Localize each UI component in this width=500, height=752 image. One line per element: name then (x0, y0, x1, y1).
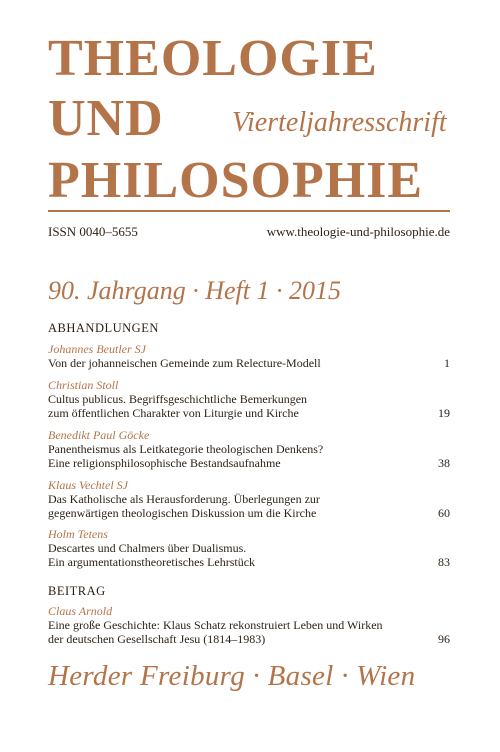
entry-title-line: Ein argumentationstheoretisches Lehrstück (48, 555, 256, 569)
entry-title-line: Eine religionsphilosophische Bestandsaufnahme (48, 456, 281, 470)
entry-author: Johannes Beutler SJ (48, 342, 146, 356)
entry-author: Klaus Vechtel SJ (48, 478, 128, 492)
journal-subtitle: Vierteljahresschrift (232, 107, 447, 138)
entry-page: 38 (438, 456, 450, 470)
title-line-3: PHILOSOPHIE (48, 152, 424, 209)
entry-title-line: Descartes und Chalmers über Dualismus. (48, 541, 247, 555)
entry-page: 96 (438, 632, 450, 646)
entry-title-line: Cultus publicus. Begriffsgeschichtliche Bemerkungen (48, 392, 308, 406)
entry-title-line: Panentheismus als Leitkategorie theologischen Denkens? (48, 442, 324, 456)
entry-page: 60 (438, 506, 450, 520)
entry-author: Benedikt Paul Göcke (48, 428, 150, 442)
entry-title-line: zum öffentlichen Charakter von Liturgie und Kirche (48, 406, 299, 420)
entry-author: Holm Tetens (48, 527, 108, 541)
title-line-2: UND (48, 90, 164, 147)
entry-title-line: Das Katholische als Herausforderung. Überlegungen zur (48, 492, 320, 506)
toc-entry (48, 527, 450, 569)
issue-info: 90. Jahrgang · Heft 1 · 2015 (48, 276, 341, 305)
entry-page: 1 (444, 356, 450, 370)
top-rule (48, 210, 450, 212)
toc-entry (48, 378, 450, 420)
toc-entry (48, 478, 450, 520)
entry-title-line: der deutschen Gesellschaft Jesu (1814–1983) (48, 632, 266, 646)
issn: ISSN 0040–5655 (48, 224, 138, 239)
toc-entry (48, 342, 450, 370)
entry-page: 19 (438, 406, 450, 420)
entry-title-line: gegenwärtigen theologischen Diskussion um die Kirche (48, 506, 317, 520)
section-heading: ABHANDLUNGEN (48, 321, 159, 335)
publisher-imprint: Herder Freiburg · Basel · Wien (48, 660, 416, 692)
title-line-1: THEOLOGIE (48, 30, 378, 87)
section-heading: BEITRAG (48, 584, 106, 598)
entry-author: Christian Stoll (48, 378, 119, 392)
entry-page: 83 (438, 555, 450, 569)
entry-title-line: Von der johanneischen Gemeinde zum Relecture-Modell (48, 356, 321, 370)
toc-entry (48, 604, 450, 646)
entry-author: Claus Arnold (48, 604, 113, 618)
website-url: www.theologie-und-philosophie.de (266, 224, 450, 239)
toc-entry (48, 428, 450, 470)
entry-title-line: Eine große Geschichte: Klaus Schatz rekonstruiert Leben und Wirken (48, 618, 383, 632)
